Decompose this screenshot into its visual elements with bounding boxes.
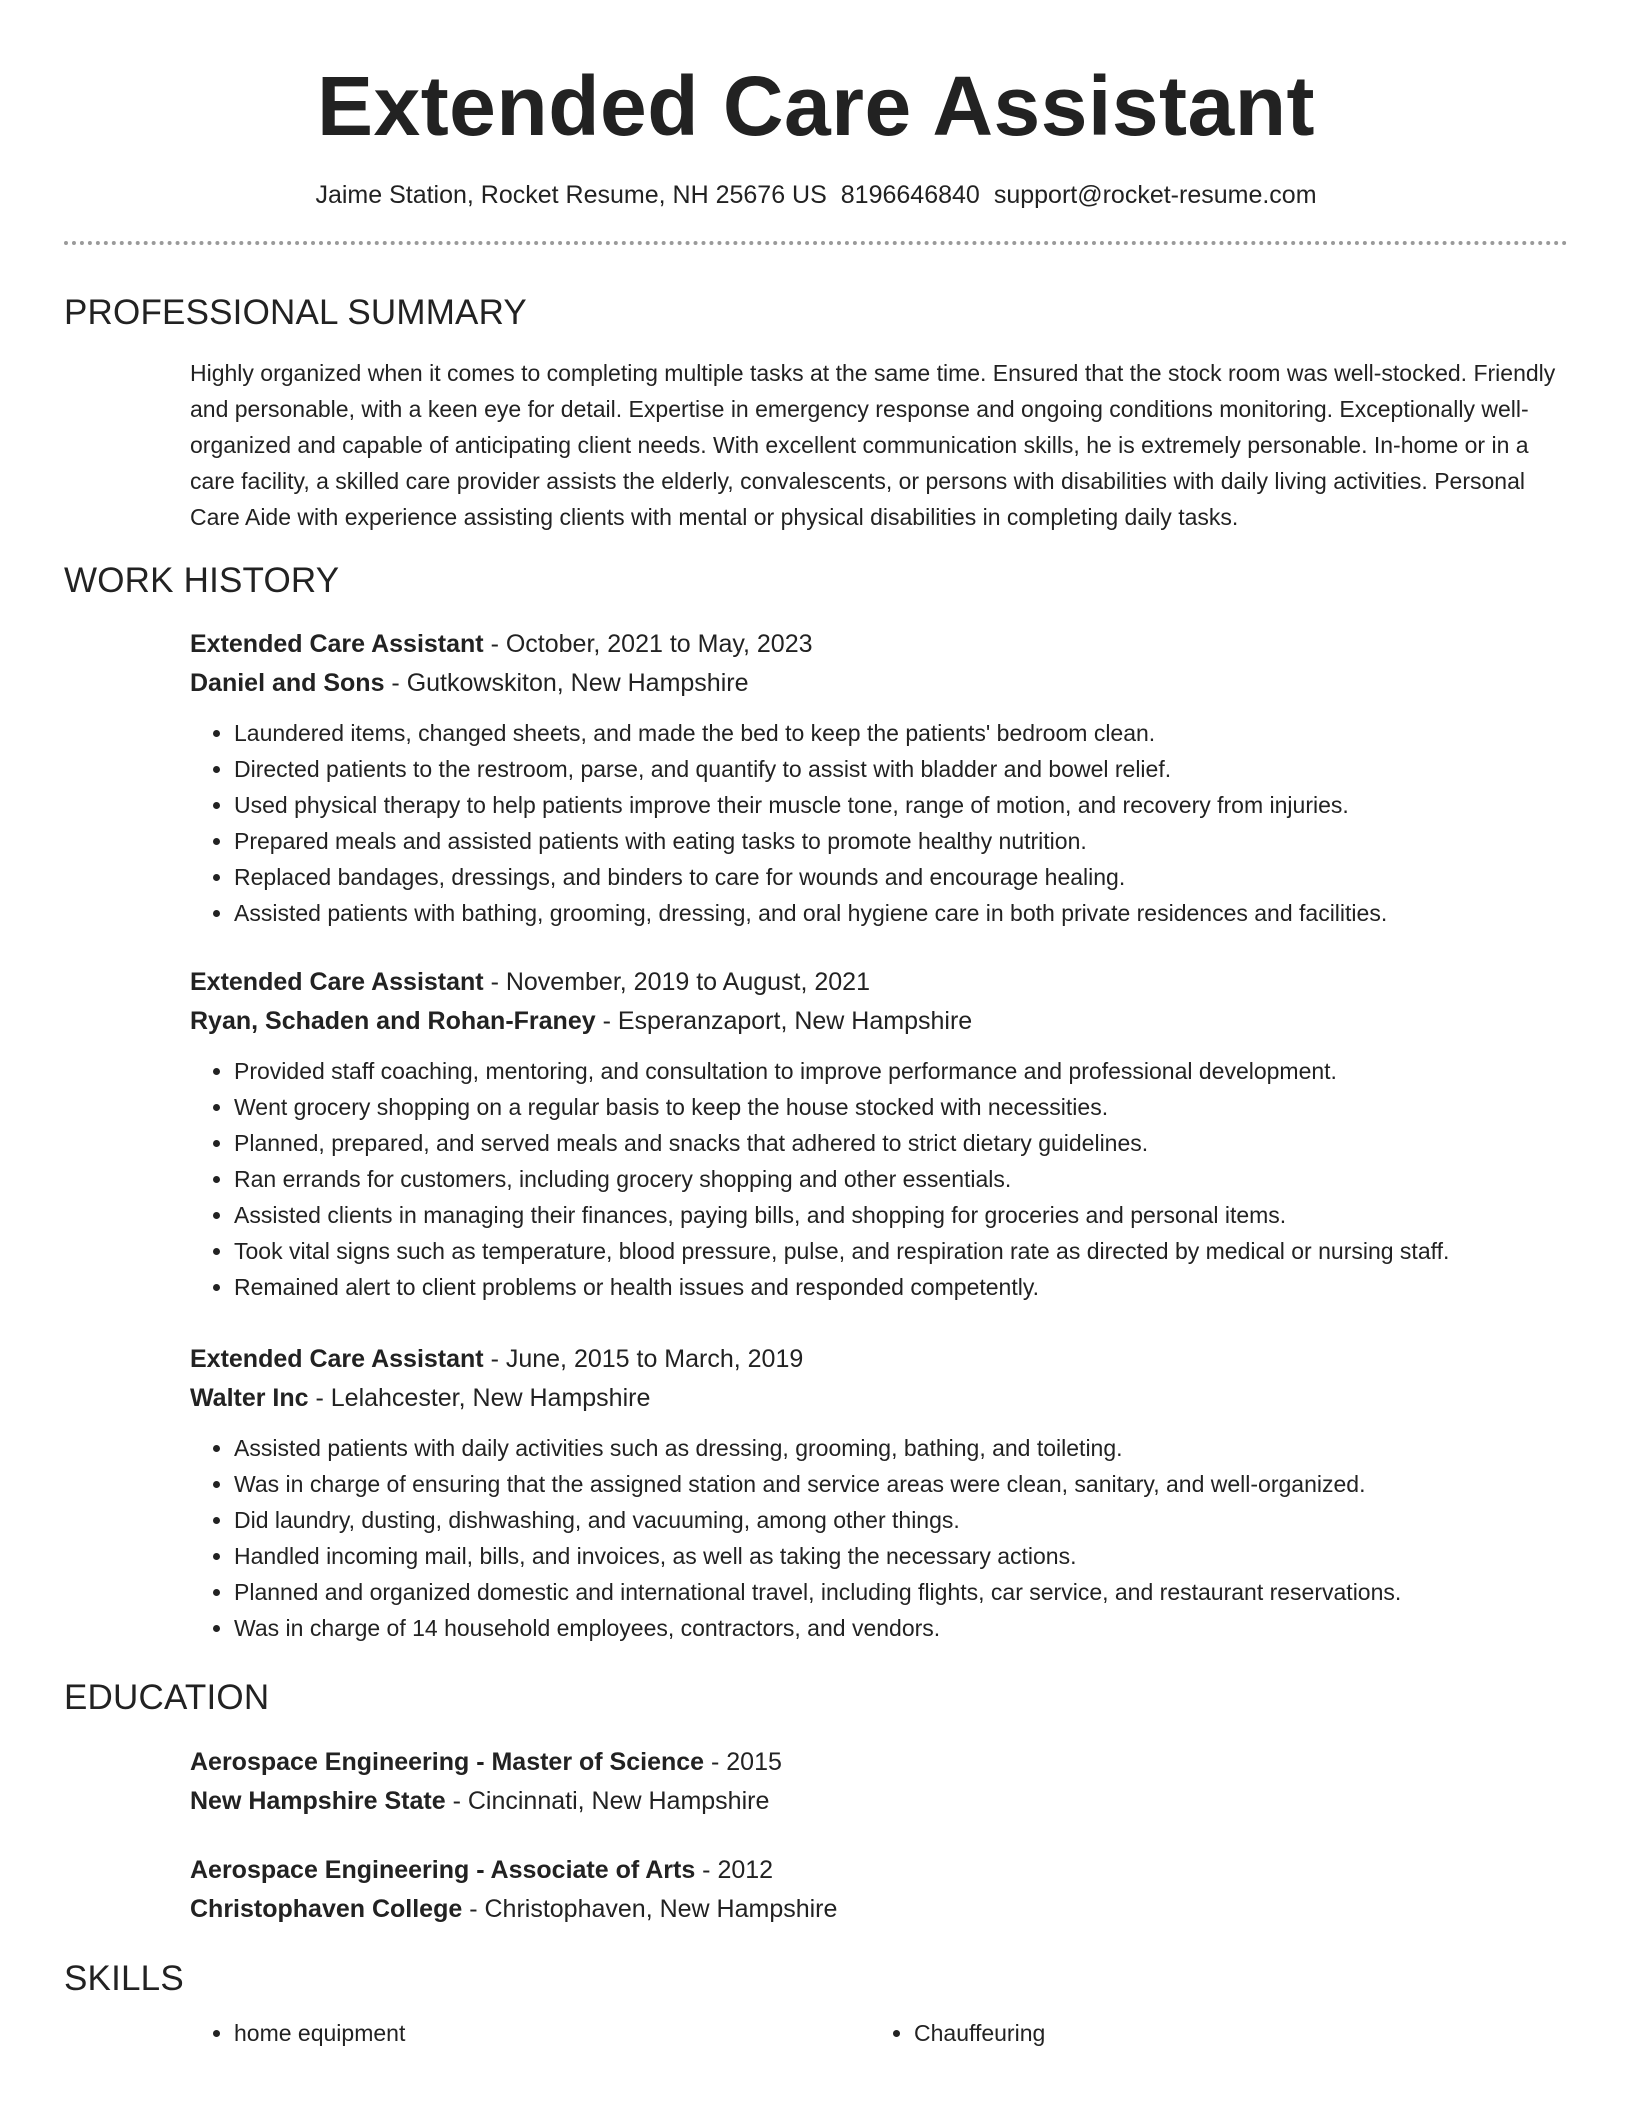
job-duty: • Planned and organized domestic and international travel, including flights, car service, and restaurant reservations. (234, 1574, 1568, 1610)
education-heading: EDUCATION (64, 1678, 270, 1717)
education-school: New Hampshire State (190, 1787, 446, 1815)
skill-item: • Chauffeuring (914, 2015, 1550, 2051)
education-degree: Aerospace Engineering - Associate of Arts (190, 1856, 696, 1884)
job-location: - Lelahcester, New Hampshire (308, 1384, 651, 1412)
education-degree: Aerospace Engineering - Master of Science (190, 1748, 705, 1776)
education-degree-line (190, 1743, 1568, 1782)
job-role: Extended Care Assistant (190, 1345, 484, 1373)
education-school-line (190, 1890, 1568, 1929)
job-location: - Gutkowskiton, New Hampshire (384, 669, 749, 697)
education-year: - 2015 (704, 1748, 782, 1776)
job-title-line (190, 625, 1568, 664)
job-dates: - June, 2015 to March, 2019 (483, 1345, 804, 1373)
job-duty: • Was in charge of ensuring that the assigned station and service areas were clean, sanitary, and well-organized. (234, 1466, 1568, 1502)
resume-page (64, 0, 1568, 2051)
job-location: - Esperanzaport, New Hampshire (595, 1007, 973, 1035)
education-year: - 2012 (695, 1856, 774, 1884)
job-entry (190, 625, 1568, 931)
job-duty: • Planned, prepared, and served meals and snacks that adhered to strict dietary guidelines. (234, 1125, 1568, 1161)
job-company: Ryan, Schaden and Rohan-Franey (190, 1007, 596, 1035)
skills-heading: SKILLS (64, 1959, 184, 1998)
header-divider (64, 241, 1568, 245)
job-duties (190, 715, 1568, 931)
job-dates: - November, 2019 to August, 2021 (483, 968, 870, 996)
job-entry (190, 963, 1568, 1305)
job-role: Extended Care Assistant (190, 630, 484, 658)
job-dates: - October, 2021 to May, 2023 (483, 630, 813, 658)
work-history-heading: WORK HISTORY (64, 561, 340, 600)
job-role: Extended Care Assistant (190, 968, 484, 996)
job-duty: • Handled incoming mail, bills, and invoices, as well as taking the necessary actions. (234, 1538, 1568, 1574)
skills-column-left (190, 2015, 870, 2051)
job-duty: • Ran errands for customers, including grocery shopping and other essentials. (234, 1161, 1568, 1197)
job-duty: • Took vital signs such as temperature, blood pressure, pulse, and respiration rate as directed by medical or nursing staff. (234, 1233, 1568, 1269)
candidate-name: Extended Care Assistant (316, 59, 1316, 153)
job-company: Walter Inc (190, 1384, 309, 1412)
job-duties (190, 1053, 1568, 1305)
job-duty: • Used physical therapy to help patients improve their muscle tone, range of motion, and recovery from injuries. (234, 787, 1568, 823)
job-duties (190, 1430, 1568, 1646)
contact-phone: 8196646840 (840, 181, 980, 209)
job-duty: • Assisted clients in managing their finances, paying bills, and shopping for groceries and personal items. (234, 1197, 1568, 1233)
job-duty: • Laundered items, changed sheets, and made the bed to keep the patients' bedroom clean. (234, 715, 1568, 751)
contact-address: Jaime Station, Rocket Resume, NH 25676 US (315, 181, 827, 209)
job-company: Daniel and Sons (190, 669, 385, 697)
job-entry (190, 1340, 1568, 1646)
job-duty: • Went grocery shopping on a regular basis to keep the house stocked with necessities. (234, 1089, 1568, 1125)
education-degree-line (190, 1851, 1568, 1890)
job-duty: • Prepared meals and assisted patients with eating tasks to promote healthy nutrition. (234, 823, 1568, 859)
contact-line (64, 179, 1568, 211)
job-duty: • Replaced bandages, dressings, and binders to care for wounds and encourage healing. (234, 859, 1568, 895)
job-duty: • Assisted patients with daily activities such as dressing, grooming, bathing, and toileting. (234, 1430, 1568, 1466)
education-school: Christophaven College (190, 1895, 463, 1923)
skills-list (190, 2015, 1568, 2051)
contact-email: support@rocket-resume.com (993, 181, 1317, 209)
skill-item: • home equipment (234, 2015, 870, 2051)
job-duty: • Remained alert to client problems or health issues and responded competently. (234, 1269, 1568, 1305)
education-school-line (190, 1782, 1568, 1821)
job-title-line (190, 963, 1568, 1002)
job-company-line (190, 1379, 1568, 1418)
job-company-line (190, 664, 1568, 703)
summary-heading: PROFESSIONAL SUMMARY (64, 293, 527, 332)
job-company-line (190, 1002, 1568, 1041)
summary-text: Highly organized when it comes to completing multiple tasks at the same time. Ensured that the stock room was well-stocked. Friendly and personable, with a keen eye for detail. Expertise in emergency response and ongoing conditions monitoring. Exceptionally well-organized and capable of anticipating client needs. With excellent communication skills, he is extremely personable. In-home or in a care facility, a skilled care provider assists the elderly, convalescents, or persons with disabilities with daily living activities. Personal Care Aide with experience assisting clients with mental or physical disabilities in completing daily tasks. (190, 360, 1556, 530)
job-duty: • Was in charge of 14 household employees, contractors, and vendors. (234, 1610, 1568, 1646)
education-entry (190, 1743, 1568, 1821)
education-location: - Christophaven, New Hampshire (462, 1895, 838, 1923)
job-duty: • Did laundry, dusting, dishwashing, and vacuuming, among other things. (234, 1502, 1568, 1538)
job-duty: • Directed patients to the restroom, parse, and quantify to assist with bladder and bowel relief. (234, 751, 1568, 787)
education-entry (190, 1851, 1568, 1929)
job-title-line (190, 1340, 1568, 1379)
job-duty: • Provided staff coaching, mentoring, and consultation to improve performance and professional development. (234, 1053, 1568, 1089)
education-location: - Cincinnati, New Hampshire (445, 1787, 770, 1815)
skills-column-right (870, 2015, 1550, 2051)
job-duty: • Assisted patients with bathing, grooming, dressing, and oral hygiene care in both private residences and facilities. (234, 895, 1568, 931)
